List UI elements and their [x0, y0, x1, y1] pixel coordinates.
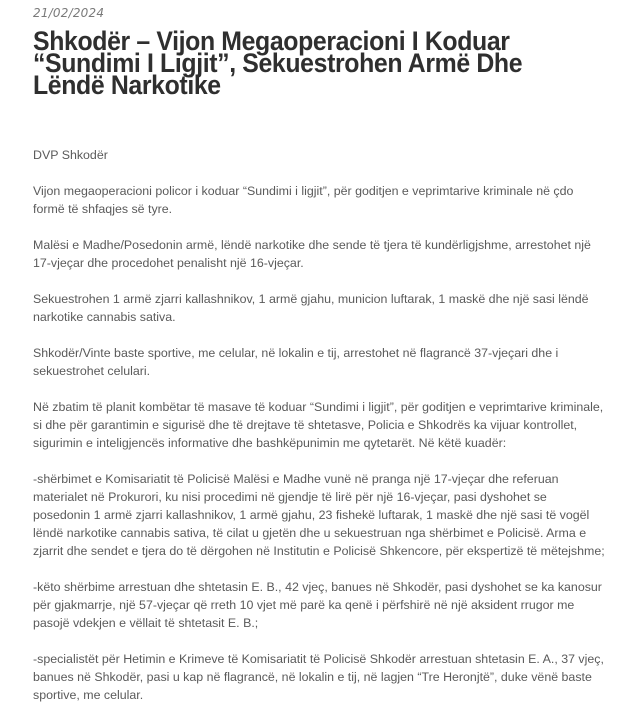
- paragraph-detail-malesi: -shërbimet e Komisariatit të Policisë Malësi e Madhe vunë në pranga një 17-vjeçar dhe referuan materialet në Prokurori, ku nisi procedimi në gjendje të lirë për një 16-vjeçar, pasi dyshohet se posedonin 1 armë zjarri kallashnikov, 1 armë gjahu, 23 fishekë luftarak, 1 maskë dhe një sasi të vogël lëndë narkotike cannabis sativa, të cilat u gjetën dhe u sekuestruan nga shërbimet e Policisë. Arma e zjarrit dhe sendet e tjera do të dërgohen në Institutin e Policisë Shkencore, për ekspertizë të mëtejshme;: [33, 472, 605, 558]
- article-title: Shkodër – Vijon Megaoperacioni I Koduar “Sundimi I Ligjit”, Sekuestrohen Armë Dhe Lëndë Narkotike: [33, 26, 523, 100]
- paragraph-intro: Vijon megaoperacioni policor i koduar “Sundimi i ligjit”, për goditjen e veprimtarive kriminale në çdo formë të shfaqjes së tyre.: [33, 184, 574, 216]
- paragraph-malesi-summary: Malësi e Madhe/Posedonin armë, lëndë narkotike dhe sende të tjera të kundërligjshme, arrestohet një 17-vjeçar dhe procedohet penalisht një 16-vjeçar.: [33, 238, 591, 270]
- paragraph-detail-arrest: -këto shërbime arrestuan dhe shtetasin E. B., 42 vjeç, banues në Shkodër, pasi dyshohet se ka kanosur për gjakmarrje, një 57-vjeçar që rreth 10 vjet më parë ka qenë i përfshirë në një aksident rrugor me pasojë vdekjen e vëllait të shtetasit E. B.;: [33, 580, 602, 630]
- paragraph-context: Në zbatim të planit kombëtar të masave të koduar “Sundimi i ligjit”, për goditjen e veprimtarive kriminale, si dhe për garantimin e sigurisë dhe të drejtave të shtetasve, Policia e Shkodrës ka vijuar kontrollet, sigurimin e inteligjencës informative dhe bashkëpunimin me qytetarët. Në këtë kuadër:: [33, 400, 604, 450]
- paragraph-seized-items: Sekuestrohen 1 armë zjarri kallashnikov, 1 armë gjahu, municion luftarak, 1 maskë dhe një sasi lëndë narkotike cannabis sativa.: [33, 292, 589, 324]
- paragraph-shkoder-summary: Shkodër/Vinte baste sportive, me celular, në lokalin e tij, arrestohet në flagrancë 37-vjeçari dhe i sekuestrohet celulari.: [33, 346, 559, 378]
- article-body: [33, 146, 605, 722]
- paragraph-source: DVP Shkodër: [33, 148, 108, 162]
- publish-date: 21/02/2024: [33, 6, 105, 20]
- paragraph-detail-betting: -specialistët për Hetimin e Krimeve të Komisariatit të Policisë Shkodër arrestuan shtetasin E. A., 37 vjeç, banues në Shkodër, pasi u kap në flagrancë, në lokalin e tij, në lagjen “Tre Heronjtë”, duke vënë baste sportive, me celular.: [33, 652, 604, 702]
